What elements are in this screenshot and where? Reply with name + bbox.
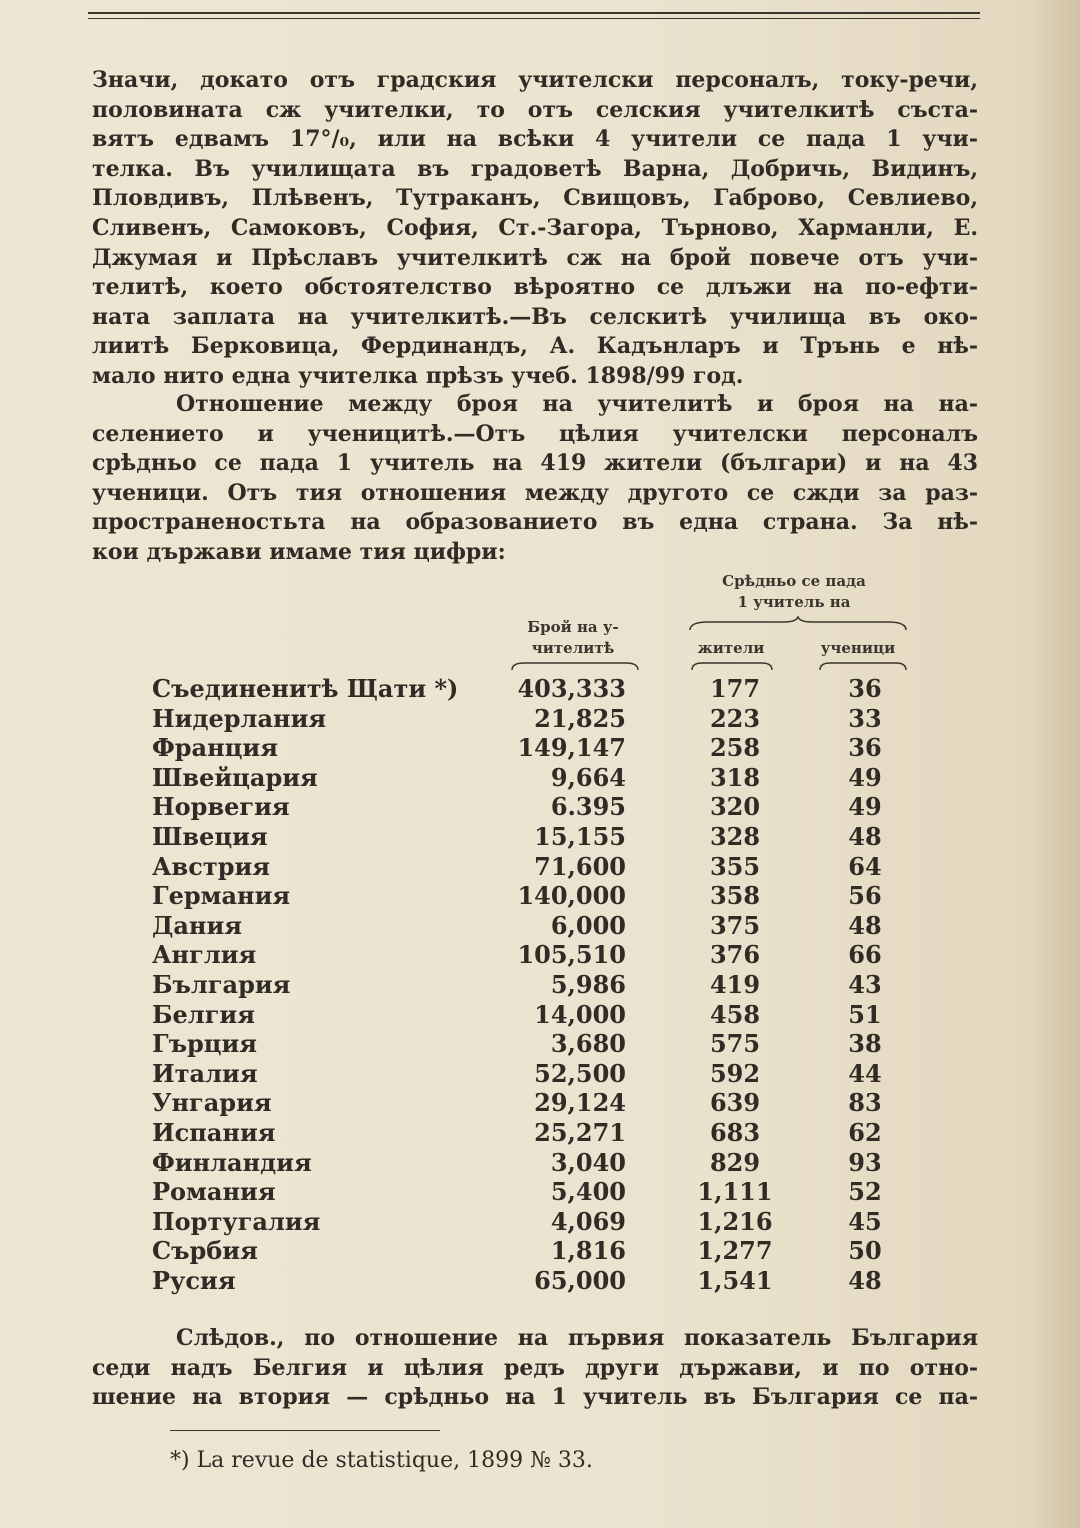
teachers-cell: 105,510 xyxy=(517,940,626,970)
table-row xyxy=(150,1266,930,1296)
text-line: седи надъ Белгия и цѣлия редъ други държави, и по отно- xyxy=(92,1354,978,1381)
students-cell: 49 xyxy=(848,792,882,822)
country-cell: България xyxy=(152,969,291,999)
teachers-cell: 25,271 xyxy=(534,1117,626,1147)
country-cell: Англия xyxy=(152,940,257,970)
students-cell: 44 xyxy=(848,1058,882,1088)
table-row xyxy=(150,1000,930,1030)
inhabitants-cell: 575 xyxy=(709,1029,761,1059)
paragraph-conclusion xyxy=(92,1324,978,1413)
header-average-line-2: 1 учитель на xyxy=(737,593,851,611)
inhabitants-cell: 458 xyxy=(709,999,761,1029)
table-row xyxy=(150,822,930,852)
brace-inhabitants xyxy=(690,660,774,672)
teachers-cell: 6,000 xyxy=(550,910,626,940)
inhabitants-cell: 683 xyxy=(709,1117,761,1147)
country-cell: Русия xyxy=(152,1265,236,1295)
table-row xyxy=(150,704,930,734)
table-row xyxy=(150,940,930,970)
header-average-line-1: Срѣдньо се пада xyxy=(722,572,866,590)
header-brace-over-subcolumns xyxy=(688,616,908,634)
country-cell: Романия xyxy=(152,1177,276,1207)
country-cell: Нидерлания xyxy=(152,703,327,733)
country-cell: Испания xyxy=(152,1117,276,1147)
statistics-table xyxy=(150,674,930,1295)
table-row xyxy=(150,881,930,911)
inhabitants-cell: 318 xyxy=(709,762,761,792)
inhabitants-cell: 223 xyxy=(709,703,761,733)
teachers-cell: 15,155 xyxy=(534,821,626,851)
text-line: телитѣ, което обстоятелство вѣроятно се длъжи на по-ефти- xyxy=(92,274,978,301)
students-cell: 64 xyxy=(848,851,882,881)
header-rule-thin xyxy=(88,18,980,19)
country-cell: Сърбия xyxy=(152,1236,258,1266)
teachers-cell: 140,000 xyxy=(517,881,626,911)
country-cell: Австрия xyxy=(152,851,271,881)
students-cell: 43 xyxy=(848,969,882,999)
students-cell: 48 xyxy=(848,910,882,940)
country-cell: Франция xyxy=(152,733,278,763)
country-cell: Португалия xyxy=(152,1206,321,1236)
students-cell: 66 xyxy=(848,940,882,970)
text-line: Значи, докато отъ градския учителски персоналъ, току-речи, xyxy=(92,67,978,93)
text-line: телка. Въ училищата въ градоветѣ Варна, Добричь, Видинъ, xyxy=(92,155,978,182)
header-teachers-line-2: чителитѣ xyxy=(531,639,615,657)
table-row xyxy=(150,763,930,793)
header-inhabitants: жители xyxy=(697,639,765,657)
inhabitants-cell: 358 xyxy=(709,881,761,911)
inhabitants-cell: 177 xyxy=(709,674,761,703)
teachers-cell: 6.395 xyxy=(550,792,626,822)
country-cell: Съединенитѣ Щати *) xyxy=(152,674,459,703)
inhabitants-cell: 376 xyxy=(709,940,761,970)
inhabitants-cell: 829 xyxy=(709,1147,761,1177)
country-cell: Норвегия xyxy=(152,792,290,822)
students-cell: 83 xyxy=(848,1088,882,1118)
inhabitants-cell: 419 xyxy=(709,969,761,999)
text-line: шение на втория — срѣдньо на 1 учитель въ България се па- xyxy=(92,1384,978,1411)
teachers-cell: 403,333 xyxy=(517,674,626,703)
country-cell: Финландия xyxy=(152,1147,312,1177)
teachers-cell: 65,000 xyxy=(534,1265,626,1295)
footnote-source: *) La revue de statistique, 1899 № 33. xyxy=(170,1448,593,1473)
header-average-per-teacher xyxy=(692,571,896,613)
country-cell: Швейцария xyxy=(152,762,318,792)
table-row xyxy=(150,1118,930,1148)
teachers-cell: 5,400 xyxy=(550,1177,626,1207)
students-cell: 45 xyxy=(848,1206,882,1236)
inhabitants-cell: 592 xyxy=(709,1058,761,1088)
table-row xyxy=(150,1177,930,1207)
students-cell: 62 xyxy=(848,1117,882,1147)
text-line: ната заплата на учителкитѣ.—Въ селскитѣ училища въ око- xyxy=(92,303,978,330)
teachers-cell: 21,825 xyxy=(534,703,626,733)
students-cell: 36 xyxy=(848,733,882,763)
table-row xyxy=(150,852,930,882)
text-line: Джумая и Прѣславъ учителкитѣ сж на брой повече отъ учи- xyxy=(92,244,978,271)
table-row xyxy=(150,792,930,822)
table-row xyxy=(150,970,930,1000)
inhabitants-cell: 1,541 xyxy=(697,1265,773,1295)
students-cell: 56 xyxy=(848,881,882,911)
paragraph-teacher-ratios xyxy=(92,390,978,568)
inhabitants-cell: 639 xyxy=(709,1088,761,1118)
table-row xyxy=(150,733,930,763)
students-cell: 50 xyxy=(848,1236,882,1266)
teachers-cell: 14,000 xyxy=(534,999,626,1029)
table-row xyxy=(150,1088,930,1118)
inhabitants-cell: 258 xyxy=(709,733,761,763)
table-row xyxy=(150,1148,930,1178)
inhabitants-cell: 1,111 xyxy=(697,1177,773,1207)
header-number-of-teachers xyxy=(508,617,638,659)
inhabitants-cell: 1,277 xyxy=(697,1236,773,1266)
section-heading-line: Отношение между броя на учителитѣ и броя на на- xyxy=(176,391,978,417)
text-line: Сливенъ, Самоковъ, София, Ст.-Загора, Търново, Харманли, Е. xyxy=(92,214,978,241)
text-line: лиитѣ Берковица, Фердинандъ, А. Кадънларъ и Трънь е нѣ- xyxy=(92,333,978,360)
teachers-cell: 3,040 xyxy=(550,1147,626,1177)
students-cell: 93 xyxy=(848,1147,882,1177)
text-line: пространеностьта на образованието въ една страна. За нѣ- xyxy=(92,509,978,536)
table-row xyxy=(150,1236,930,1266)
teachers-cell: 5,986 xyxy=(550,969,626,999)
text-line: Слѣдов., по отношение на първия показатель България xyxy=(176,1325,978,1351)
teachers-cell: 71,600 xyxy=(534,851,626,881)
text-line: Пловдивъ, Плѣвенъ, Тутраканъ, Свищовъ, Габрово, Севлиево, xyxy=(92,185,978,212)
teachers-cell: 4,069 xyxy=(550,1206,626,1236)
students-cell: 36 xyxy=(848,674,882,703)
students-cell: 48 xyxy=(848,821,882,851)
students-cell: 49 xyxy=(848,762,882,792)
inhabitants-cell: 1,216 xyxy=(697,1206,773,1236)
country-cell: Белгия xyxy=(152,999,255,1029)
teachers-cell: 149,147 xyxy=(517,733,626,763)
country-cell: Гърция xyxy=(152,1029,258,1059)
students-cell: 51 xyxy=(848,999,882,1029)
inhabitants-cell: 328 xyxy=(709,821,761,851)
teachers-cell: 52,500 xyxy=(534,1058,626,1088)
teachers-cell: 3,680 xyxy=(550,1029,626,1059)
inhabitants-cell: 375 xyxy=(709,910,761,940)
teachers-cell: 9,664 xyxy=(550,762,626,792)
footnote-divider xyxy=(170,1430,440,1431)
header-students: ученици xyxy=(820,639,896,657)
table-row xyxy=(150,1207,930,1237)
teachers-cell: 1,816 xyxy=(550,1236,626,1266)
header-teachers-line-1: Брой на у- xyxy=(527,618,619,636)
students-cell: 33 xyxy=(848,703,882,733)
students-cell: 48 xyxy=(848,1265,882,1295)
brace-teachers xyxy=(510,660,640,672)
brace-students xyxy=(818,660,908,672)
inhabitants-cell: 320 xyxy=(709,792,761,822)
table-row xyxy=(150,1029,930,1059)
teachers-cell: 29,124 xyxy=(534,1088,626,1118)
text-line: мало нито една учителка прѣзъ учеб. 1898/99 год. xyxy=(92,362,744,389)
text-line: половината сж учителки, то отъ селския учителкитѣ съста- xyxy=(92,96,978,123)
table-row xyxy=(150,911,930,941)
text-line: кои държави имаме тия цифри: xyxy=(92,538,506,565)
students-cell: 52 xyxy=(848,1177,882,1207)
text-line: вятъ едвамъ 17°/₀, или на всѣки 4 учители се пада 1 учи- xyxy=(92,126,978,153)
text-line: селението и ученицитѣ.—Отъ цѣлия учителски персоналъ xyxy=(92,420,978,447)
paragraph-teachers-by-gender xyxy=(92,66,978,392)
country-cell: Унгария xyxy=(152,1088,272,1118)
country-cell: Италия xyxy=(152,1058,258,1088)
country-cell: Швеция xyxy=(152,821,268,851)
country-cell: Дания xyxy=(152,910,242,940)
country-cell: Германия xyxy=(152,881,291,911)
text-line: срѣдньо се пада 1 учитель на 419 жители (българи) и на 43 xyxy=(92,450,978,477)
table-row xyxy=(150,674,930,704)
inhabitants-cell: 355 xyxy=(709,851,761,881)
running-header-cropped xyxy=(88,0,980,8)
table-row xyxy=(150,1059,930,1089)
students-cell: 38 xyxy=(848,1029,882,1059)
header-rule xyxy=(88,12,980,14)
text-line: ученици. Отъ тия отношения между другото се сжди за раз- xyxy=(92,479,978,506)
